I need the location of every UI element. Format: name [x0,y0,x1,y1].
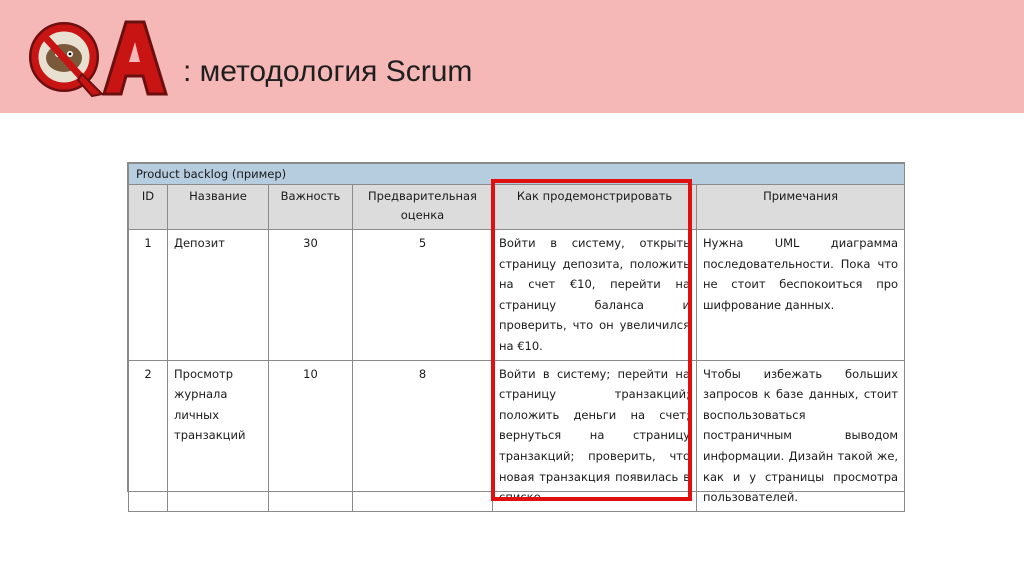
column-header-id: ID [129,185,168,230]
cell-importance: 10 [269,360,353,511]
cell-demo: Войти в систему; перейти на страницу транзакций; положить деньги на счет; вернуться на страницу транзакций; проверить, что новая транзакция появилась в списке. [493,360,697,511]
cell-estimate: 8 [353,360,493,511]
table-caption: Product backlog (пример) [129,164,905,185]
table-row [129,230,905,361]
slide-title: : методология Scrum [183,55,473,88]
column-header-importance: Важность [269,185,353,230]
slide-header [0,0,1024,113]
table-row [129,360,905,511]
qa-logo-icon [22,14,172,100]
cell-name: Депозит [168,230,269,361]
cell-estimate: 5 [353,230,493,361]
cell-id: 2 [129,360,168,511]
column-header-estimate: Предварительная оценка [353,185,493,230]
cell-name: Просмотр журнала личных транзакций [168,360,269,511]
cell-importance: 30 [269,230,353,361]
cell-demo: Войти в систему, открыть страницу депозита, положить на счет €10, перейти на страницу баланса и проверить, что он увеличился на €10. [493,230,697,361]
cell-id: 1 [129,230,168,361]
cell-notes: Чтобы избежать больших запросов к базе данных, стоит воспользоваться постраничным выводом информации. Дизайн такой же, как и у страницы просмотра пользователей. [697,360,905,511]
cell-notes: Нужна UML диаграмма последовательности. Пока что не стоит беспокоиться про шифрование данных. [697,230,905,361]
product-backlog-table [127,162,905,505]
column-header-notes: Примечания [697,185,905,230]
column-header-name: Название [168,185,269,230]
column-header-demo: Как продемонстрировать [493,185,697,230]
